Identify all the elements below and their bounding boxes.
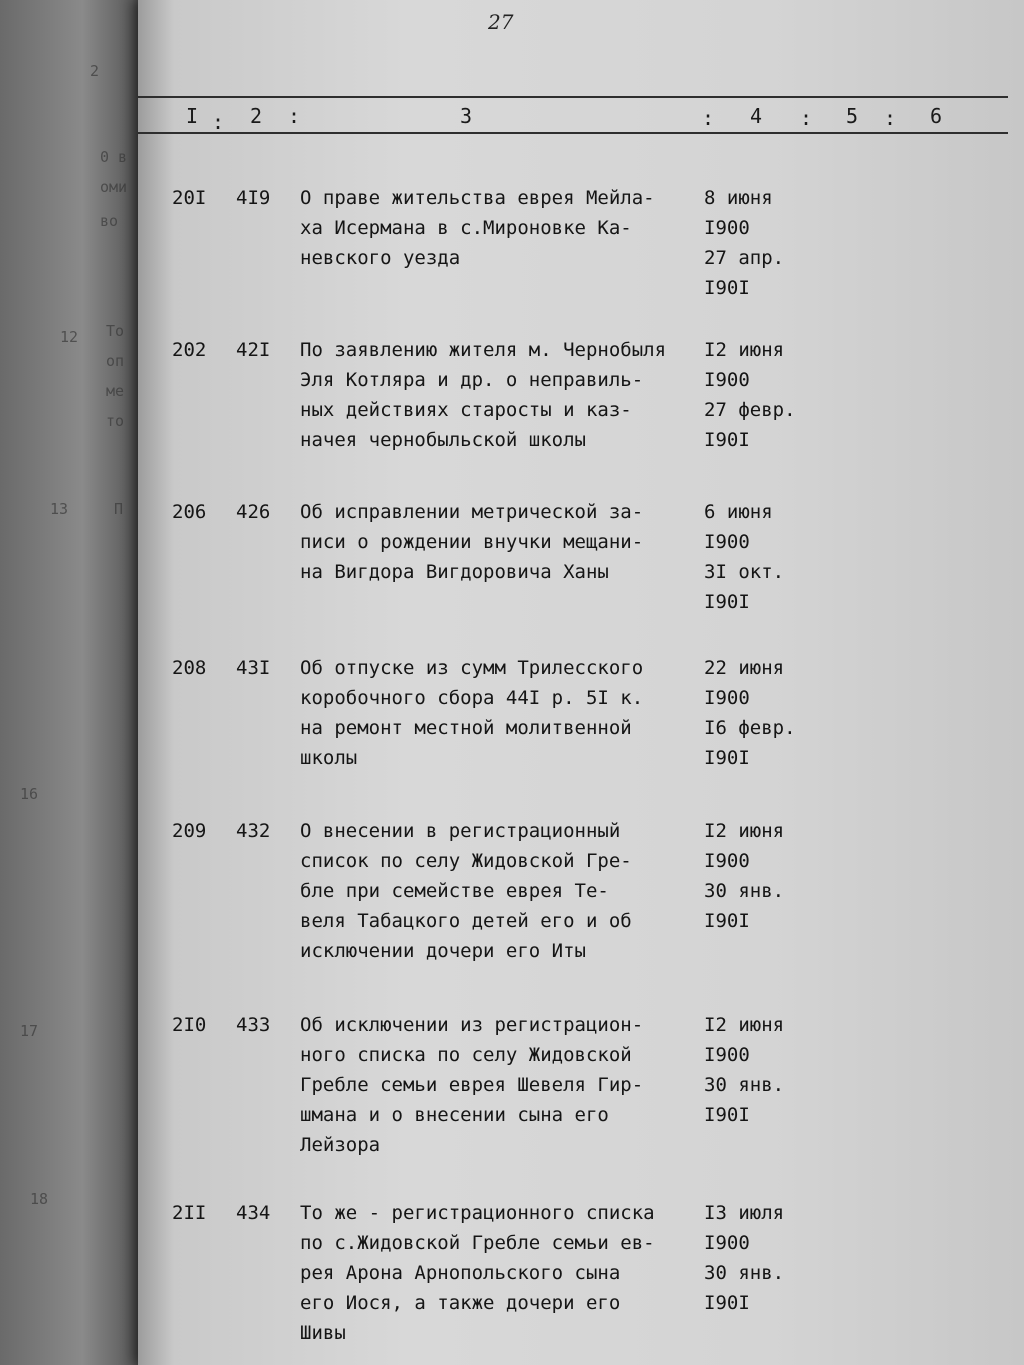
title-line: То же - регистрационного списка (300, 1202, 655, 1224)
date-line: I900 (704, 850, 750, 872)
title-line: коробочного сбора 44I р. 5I к. (300, 687, 644, 709)
date-line: I6 февр. (704, 717, 796, 739)
date-line: I90I (704, 1292, 750, 1314)
entry-file-number: 426 (236, 501, 271, 523)
title-line: школы (300, 747, 358, 769)
margin-fragment: 17 (20, 1022, 39, 1040)
title-line: на ремонт местной молитвенной (300, 717, 632, 739)
entry-file-number: 4I9 (236, 187, 271, 209)
margin-fragment: 12 (60, 328, 79, 346)
entry-number: 2I0 (172, 1014, 207, 1036)
title-line: Эля Котляра и др. о неправиль- (300, 369, 644, 391)
title-line: невского уезда (300, 247, 461, 269)
margin-fragment: 0 в (100, 148, 128, 166)
column-header-5: 5 (846, 104, 859, 128)
margin-fragment: то (106, 412, 125, 430)
entry-title (300, 816, 700, 966)
margin-fragment: оп (106, 352, 125, 370)
title-line: Об отпуске из сумм Трилесского (300, 657, 644, 679)
margin-fragment: во (100, 212, 119, 230)
entry-number: 208 (172, 657, 207, 679)
date-line: 30 янв. (704, 1262, 785, 1284)
title-line: О праве жительства еврея Мейла- (300, 187, 655, 209)
entry-title (300, 497, 700, 587)
header-rule-top (138, 96, 1008, 98)
title-line: Об исправлении метрической за- (300, 501, 644, 523)
date-line: 22 июня (704, 657, 785, 679)
date-line: I2 июня (704, 339, 785, 361)
date-line: I900 (704, 369, 750, 391)
entry-title (300, 183, 700, 273)
entry-file-number: 434 (236, 1202, 271, 1224)
entry-dates (704, 1198, 814, 1318)
margin-fragment: То (106, 322, 125, 340)
date-line: 30 янв. (704, 1074, 785, 1096)
entry-dates (704, 183, 814, 303)
title-line: Об исключении из регистрацион- (300, 1014, 644, 1036)
margin-fragment: 18 (30, 1190, 49, 1208)
title-line: веля Табацкого детей его и об (300, 910, 632, 932)
entry-dates (704, 1010, 814, 1130)
column-header-4: 4 (750, 104, 763, 128)
title-line: ных действиях старосты и каз- (300, 399, 632, 421)
column-header-2: 2 (250, 104, 263, 128)
margin-fragment: ме (106, 382, 125, 400)
entry-title (300, 1010, 700, 1160)
date-line: 30 янв. (704, 880, 785, 902)
title-line: ного списка по селу Жидовской (300, 1044, 632, 1066)
column-separator: : (288, 104, 301, 128)
date-line: I90I (704, 591, 750, 613)
column-separator: : (212, 110, 225, 134)
date-line: 6 июня (704, 501, 773, 523)
title-line: рея Арона Арнопольского сына (300, 1262, 621, 1284)
date-line: I900 (704, 1044, 750, 1066)
title-line: Лейзора (300, 1134, 381, 1156)
title-line: на Вигдора Вигдоровича Ханы (300, 561, 609, 583)
entry-file-number: 432 (236, 820, 271, 842)
entry-title (300, 653, 700, 773)
date-line: I900 (704, 1232, 750, 1254)
date-line: I900 (704, 687, 750, 709)
title-line: писи о рождении внучки мещани- (300, 531, 644, 553)
entry-dates (704, 497, 814, 617)
date-line: 3I окт. (704, 561, 785, 583)
title-line: Гребле семьи еврея Шевеля Гир- (300, 1074, 644, 1096)
column-separator: : (884, 106, 897, 130)
column-separator: : (702, 106, 715, 130)
title-line: исключении дочери его Иты (300, 940, 586, 962)
entry-dates (704, 816, 814, 936)
date-line: 27 апр. (704, 247, 785, 269)
title-line: его Иося, а также дочери его (300, 1292, 621, 1314)
date-line: I90I (704, 1104, 750, 1126)
column-header-1: I (186, 104, 199, 128)
entry-file-number: 42I (236, 339, 271, 361)
date-line: I2 июня (704, 1014, 785, 1036)
title-line: список по селу Жидовской Гре- (300, 850, 632, 872)
entry-title (300, 335, 700, 455)
entry-file-number: 43I (236, 657, 271, 679)
title-line: По заявлению жителя м. Чернобыля (300, 339, 667, 361)
header-rule-bottom (138, 132, 1008, 134)
entry-file-number: 433 (236, 1014, 271, 1036)
title-line: О внесении в регистрационный (300, 820, 621, 842)
entry-number: 202 (172, 339, 207, 361)
date-line: I90I (704, 747, 750, 769)
entry-dates (704, 653, 814, 773)
date-line: I90I (704, 277, 750, 299)
title-line: ха Исермана в с.Мироновке Ка- (300, 217, 632, 239)
margin-fragment: 2 (90, 62, 100, 80)
date-line: I90I (704, 910, 750, 932)
margin-fragment: 13 (50, 500, 69, 518)
title-line: Шивы (300, 1322, 346, 1344)
entry-number: 20I (172, 187, 207, 209)
entry-number: 2II (172, 1202, 207, 1224)
title-line: бле при семействе еврея Те- (300, 880, 609, 902)
date-line: I900 (704, 531, 750, 553)
margin-fragment: 16 (20, 785, 39, 803)
title-line: по с.Жидовской Гребле семьи ев- (300, 1232, 655, 1254)
margin-fragment: П (114, 500, 124, 518)
date-line: 8 июня (704, 187, 773, 209)
date-line: I3 июля (704, 1202, 785, 1224)
underlying-page (0, 0, 150, 1365)
entry-title (300, 1198, 700, 1348)
title-line: начея чернобыльской школы (300, 429, 586, 451)
entry-number: 209 (172, 820, 207, 842)
page-number: 27 (488, 10, 514, 34)
date-line: I900 (704, 217, 750, 239)
title-line: шмана и о внесении сына его (300, 1104, 609, 1126)
date-line: I90I (704, 429, 750, 451)
column-header-6: 6 (930, 104, 943, 128)
entry-number: 206 (172, 501, 207, 523)
column-header-3: 3 (460, 104, 473, 128)
entry-dates (704, 335, 814, 455)
date-line: I2 июня (704, 820, 785, 842)
date-line: 27 февр. (704, 399, 796, 421)
margin-fragment: оми (100, 178, 128, 196)
column-separator: : (800, 106, 813, 130)
